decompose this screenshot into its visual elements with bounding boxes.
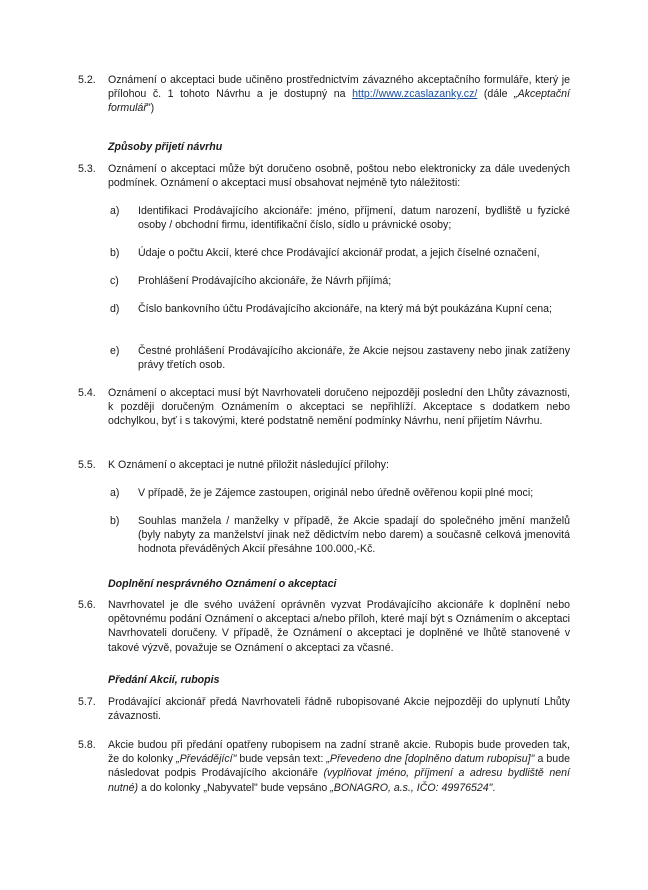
- paragraph-5-6: [78, 598, 570, 655]
- paragraph-number: 5.6.: [78, 599, 96, 611]
- paragraph-text: Prodávající akcionář předá Navrhovateli řádně rubopisované Akcie nejpozději do uplynutí Lhůty závaznosti.: [108, 696, 570, 723]
- paragraph-5-5: [78, 458, 570, 472]
- list-item: b) Souhlas manžela / manželky v případě, že Akcie spadají do společného jmění manželů (byly nabyty za manželství jinak než dědictvím nebo darem) a současně celková jmenovitá hodnota převáděných Akcií přesáhne 100.000,-Kč.: [110, 515, 570, 556]
- paragraph-5-7: [78, 695, 570, 723]
- paragraph-number: 5.8.: [78, 739, 96, 751]
- paragraph-5-8: [78, 738, 570, 795]
- list-item: b) Údaje o počtu Akcií, které chce Prodávající akcionář prodat, a jejich číselné označení,: [110, 247, 540, 259]
- paragraph-text: Oznámení o akceptaci může být doručeno osobně, poštou nebo elektronicky za dále uvedených podmínek. Oznámení o akceptaci musí obsahovat nejméně tyto náležitosti:: [108, 163, 570, 190]
- paragraph-text: Akcie budou při předání opatřeny rubopisem na zadní straně akcie. Rubopis bude proveden tak, že do kolonky „Převádějící" bude vepsán text: „Převedeno dne [doplněno datum rubopisu]" a bude následovat podpis Prodávajícího akcionáře (vyplňovat jméno, příjmení a adresu bydliště není nutné) a do kolonky „Nabyvatel" bude vepsáno „BONAGRO, a.s., IČO: 49976524".: [108, 739, 570, 794]
- paragraph-number: 5.5.: [78, 459, 96, 471]
- paragraph-number: 5.2.: [78, 74, 96, 86]
- list-item: d) Číslo bankovního účtu Prodávajícího akcionáře, na který má být poukázána Kupní cena;: [110, 303, 552, 315]
- paragraph-text: Navrhovatel je dle svého uvážení oprávněn vyzvat Prodávajícího akcionáře k doplnění nebo opětovnému podání Oznámení o akceptaci a/nebo příloh, které mají být s Oznámením o akceptaci Navrhovateli doručeny. V případě, že Oznámení o akceptaci je doplněné ve lhůtě stanovené v takové výzvě, považuje se Oznámení o akceptaci za včasné.: [108, 599, 570, 654]
- paragraph-text: Oznámení o akceptaci bude učiněno prostřednictvím závazného akceptačního formuláře, který je přílohou č. 1 tohoto Návrhu a je dostupný na http://www.zcaslazanky.cz/ (dále „Akceptační formulář"): [108, 74, 570, 115]
- paragraph-5-3: [78, 162, 570, 190]
- website-link[interactable]: http://www.zcaslazanky.cz/: [352, 88, 478, 101]
- section-heading: Doplnění nesprávného Oznámení o akceptaci: [108, 578, 337, 590]
- paragraph-text: K Oznámení o akceptaci je nutné přiložit následující přílohy:: [108, 459, 389, 471]
- list-item: c) Prohlášení Prodávajícího akcionáře, že Návrh přijímá;: [110, 275, 392, 287]
- paragraph-5-4: [78, 386, 570, 429]
- paragraph-number: 5.4.: [78, 387, 96, 399]
- section-heading: Předání Akcií, rubopis: [108, 674, 220, 686]
- list-item: a) Identifikaci Prodávajícího akcionáře: jméno, příjmení, datum narození, bydliště u fyzické osoby / obchodní firmu, identifikační číslo, sídlo u právnické osoby;: [110, 205, 570, 232]
- list-item: e) Čestné prohlášení Prodávajícího akcionáře, že Akcie nejsou zastaveny nebo jinak zatíženy právy třetích osob.: [110, 345, 570, 372]
- paragraph-number: 5.3.: [78, 163, 96, 175]
- list-item: a) V případě, že je Zájemce zastoupen, originál nebo úředně ověřenou kopii plné moci;: [110, 487, 534, 499]
- paragraph-5-2: [78, 73, 570, 116]
- paragraph-text: Oznámení o akceptaci musí být Navrhovateli doručeno nejpozději poslední den Lhůty závaznosti, k později doručeným Oznámením o akceptaci se nepřihlíží. Akceptace s dodatkem nebo odchylkou, byť i s takovými, které podstatně nemění podmínky Návrhu, není přijetím Návrhu.: [108, 387, 570, 428]
- paragraph-number: 5.7.: [78, 696, 96, 708]
- section-heading: Způsoby přijetí návrhu: [108, 141, 223, 153]
